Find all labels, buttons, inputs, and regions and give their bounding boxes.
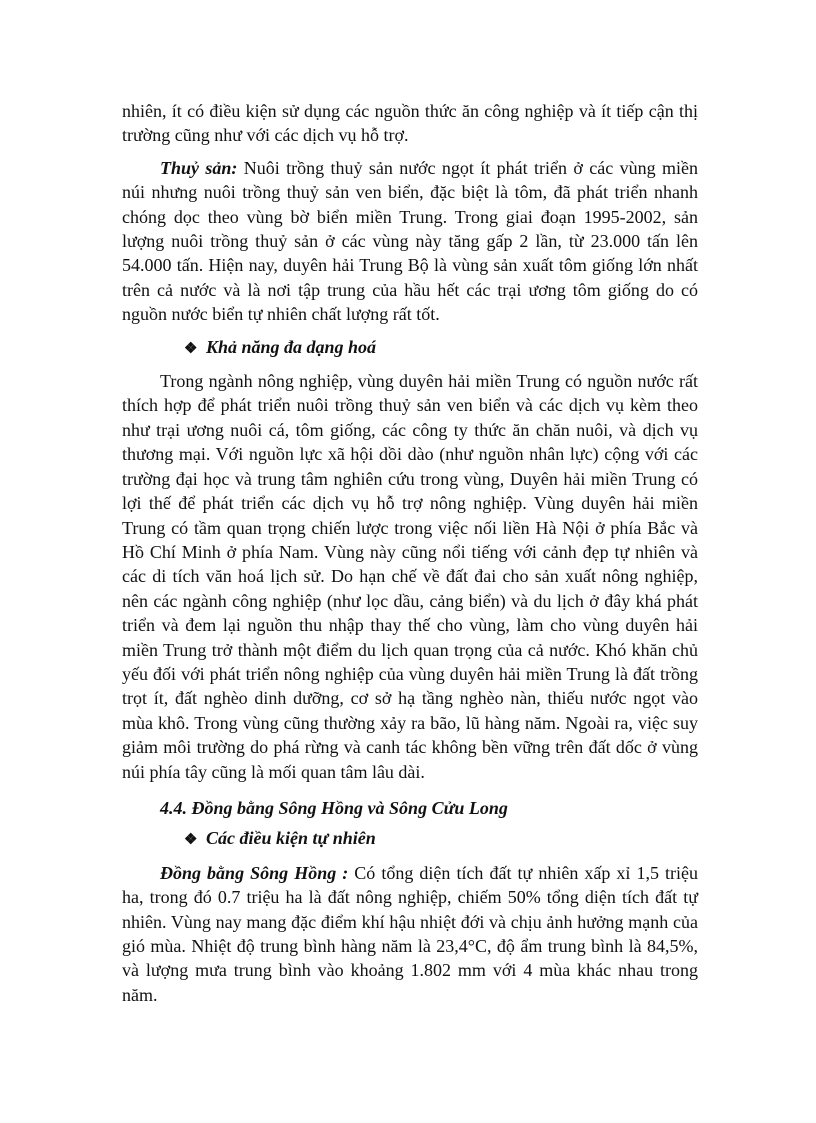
paragraph-song-hong — [122, 861, 698, 1007]
paragraph-diversification: Trong ngành nông nghiệp, vùng duyên hải miền Trung có nguồn nước rất thích hợp để phát triển nuôi trồng thuỷ sản ven biển và các dịch vụ kèm theo như trại ương nuôi cá, tôm giống, các công ty thức ăn chăn nuôi, và dịch vụ thương mại. Với nguồn lực xã hội dồi dào (như nguồn nhân lực) cộng với các trường đại học và trung tâm nghiên cứu trong vùng, Duyên hải miền Trung có lợi thế để phát triển các dịch vụ hỗ trợ nông nghiệp. Vùng duyên hải miền Trung có tầm quan trọng chiến lược trong việc nối liền Hà Nội ở phía Bắc và Hồ Chí Minh ở phía Nam. Vùng này cũng nổi tiếng với cảnh đẹp tự nhiên và các di tích văn hoá lịch sử. Do hạn chế về đất đai cho sản xuất nông nghiệp, nên các ngành công nghiệp (như lọc dầu, cảng biển) và du lịch ở đây khá phát triển và đem lại nguồn thu nhập thay thế cho vùng, làm cho vùng duyên hải miền Trung trở thành một điểm du lịch quan trọng của cả nước. Khó khăn chủ yếu đối với phát triển nông nghiệp của vùng duyên hải miền Trung là đất trồng trọt ít, đất nghèo dinh dưỡng, cơ sở hạ tầng nghèo nàn, thiếu nước ngọt vào mùa khô. Trong vùng cũng thường xảy ra bão, lũ hàng năm. Ngoài ra, việc suy giảm môi trường do phá rừng và canh tác không bền vững trên đất dốc ở vùng núi phía tây cũng là mối quan tâm lâu dài. — [122, 371, 698, 782]
bullet-heading-label: Khả năng đa dạng hoá — [206, 336, 377, 357]
paragraph-text-thuy-san: Nuôi trồng thuỷ sản nước ngọt ít phát triển ở các vùng miền núi nhưng nuôi trồng thuỷ sản ven biển, đặc biệt là tôm, đã phát triển nhanh chóng dọc theo vùng bờ biển miền Trung. Trong giai đoạn 1995-2002, sản lượng nuôi trồng thuỷ sản ở các vùng này tăng gấp 2 lần, từ 23.000 tấn lên 54.000 tấn. Hiện nay, duyên hải Trung Bộ là vùng sản xuất tôm giống lớn nhất trên cả nước và là nơi tập trung của hầu hết các trại ương tôm giống do có nguồn nước biển tự nhiên chất lượng rất tốt. — [122, 157, 699, 325]
bullet-heading-label: Các điều kiện tự nhiên — [206, 828, 376, 849]
diamond-bullet-icon: ❖ — [184, 340, 198, 357]
paragraph-lead-song-hong: Đồng bằng Sông Hồng : — [160, 862, 349, 883]
paragraph-continuation: nhiên, ít có điều kiện sử dụng các nguồn thức ăn công nghiệp và ít tiếp cận thị trường cũng như với các dịch vụ hỗ trợ. — [122, 101, 698, 146]
paragraph-text-song-hong: Có tổng diện tích đất tự nhiên xấp xỉ 1,5 triệu ha, trong đó 0.7 triệu ha là đất nông nghiệp, chiếm 50% tổng diện tích đất tự nhiên. Vùng nay mang đặc điểm khí hậu nhiệt đới và chịu ảnh hưởng mạnh của gió mùa. Nhiệt độ trung bình hàng năm là 23,4°C, độ ẩm trung bình là 84,5%, và lượng mưa trung bình vào khoảng 1.802 mm với 4 mùa khác nhau trong năm. — [122, 862, 698, 1005]
paragraph-thuy-san — [122, 156, 698, 327]
section-heading: 4.4. Đồng bằng Sông Hồng và Sông Cửu Long — [160, 797, 508, 818]
bullet-heading-diversification — [184, 335, 698, 361]
diamond-bullet-icon: ❖ — [184, 832, 198, 849]
paragraph-lead-thuy-san: Thuỷ sản: — [160, 157, 238, 178]
page-body — [122, 99, 698, 1007]
bullet-heading-natural-conditions — [184, 826, 698, 852]
